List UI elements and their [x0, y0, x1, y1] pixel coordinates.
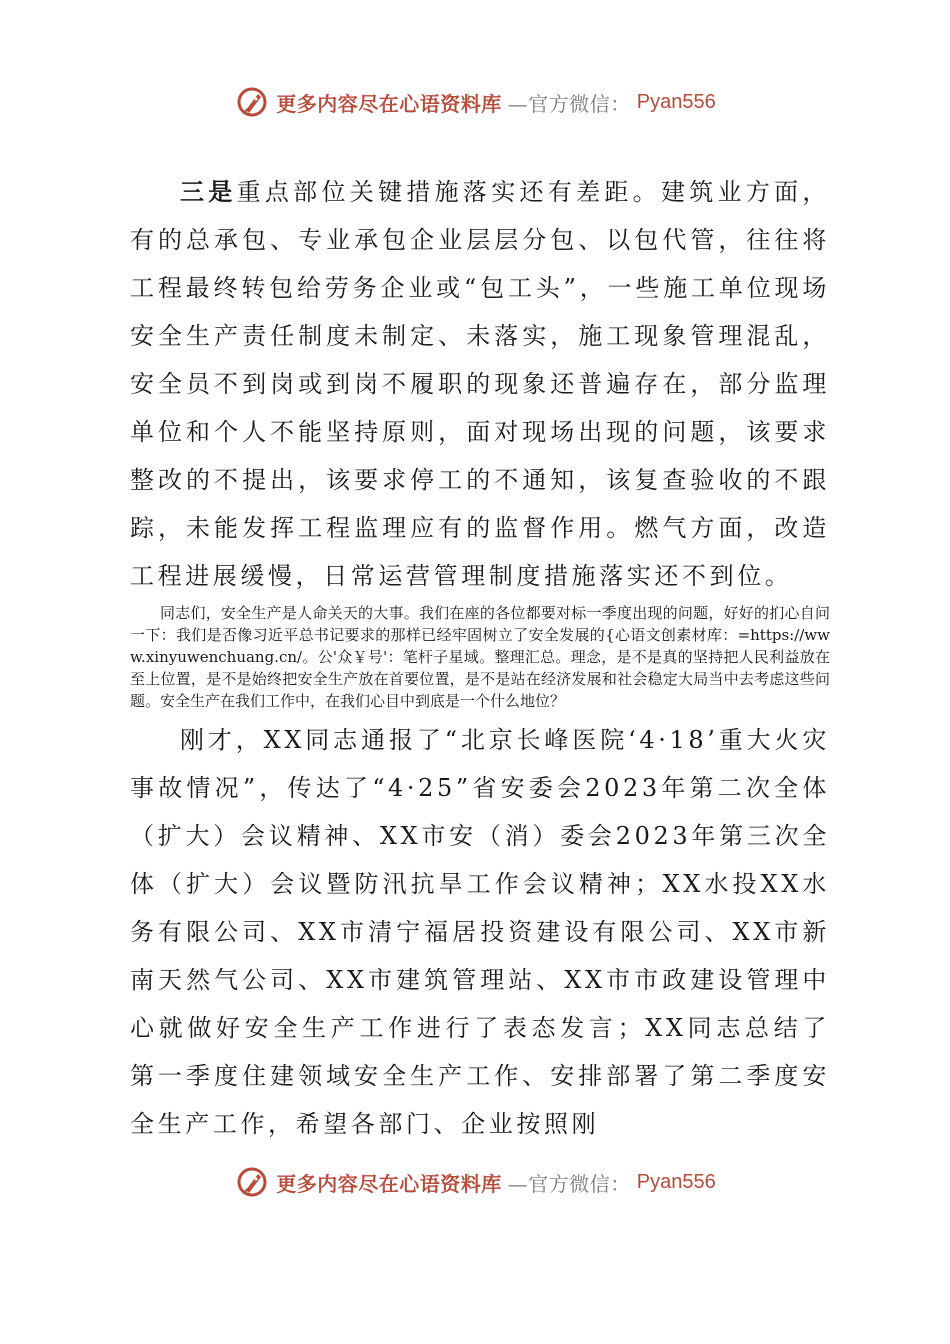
banner-main-text: 更多内容尽在心语资料库 — [276, 91, 502, 116]
footer-watermark-banner — [0, 1160, 950, 1204]
paragraph-1-body: 重点部位关键措施落实还有差距。建筑业方面，有的总承包、专业承包企业层层分包、以包代管，往往将工程最终转包给劳务企业或“包工头”，一些施工单位现场安全生产责任制度未制定、未落实，施工现象管理混乱，安全员不到岗或到岗不履职的现象还普遍存在，部分监理单位和个人不能坚持原则，面对现场出现的问题，该要求整改的不提出，该要求停工的不通知，该复查验收的不跟踪，未能发挥工程监理应有的监督作用。燃气方面，改造工程进展缓慢，日常运营管理制度措施落实还不到位。 — [130, 178, 830, 590]
pen-nib-logo-icon — [234, 84, 270, 120]
paragraph-1 — [130, 168, 830, 600]
document-body — [130, 168, 830, 1148]
banner-main-text: 更多内容尽在心语资料库 — [276, 1171, 502, 1196]
pen-nib-logo-icon — [234, 1164, 270, 1200]
banner-wechat-id: Pyan556 — [636, 90, 716, 113]
banner-wechat-id: Pyan556 — [636, 1170, 716, 1193]
banner-separator-text: —官方微信： — [507, 1171, 631, 1196]
paragraph-1-lead: 三是 — [180, 177, 237, 206]
banner-separator-text: —官方微信： — [507, 91, 631, 116]
header-watermark-banner — [0, 80, 950, 124]
paragraph-3: 刚才，XX同志通报了“北京长峰医院‘4·18’重大火灾事故情况”，传达了“4·25”省安委会2023年第二次全体（扩大）会议精神、XX市安（消）委会2023年第三次全体（扩大）会议暨防汛抗旱工作会议精神；XX水投XX水务有限公司、XX市清宁福居投资建设有限公司、XX市新南天然气公司、XX市建筑管理站、XX市市政建设管理中心就做好安全生产工作进行了表态发言；XX同志总结了第一季度住建领域安全生产工作、安排部署了第二季度安全生产工作，希望各部门、企业按照刚 — [130, 726, 830, 1138]
paragraph-2: 同志们，安全生产是人命关天的大事。我们在座的各位都要对标一季度出现的问题，好好的扪心自问一下：我们是否像习近平总书记要求的那样已经牢固树立了安全发展的{心语文创素材库：=https://www.xinyuwenchuang.cn/。公'众￥号'：笔杆子星域。整理汇总。理念，是不是真的坚持把人民利益放在至上位置，是不是始终把安全生产放在首要位置，是不是站在经济发展和社会稳定大局当中去考虑这些问题。安全生产在我们工作中，在我们心目中到底是一个什么地位？ — [130, 604, 830, 710]
